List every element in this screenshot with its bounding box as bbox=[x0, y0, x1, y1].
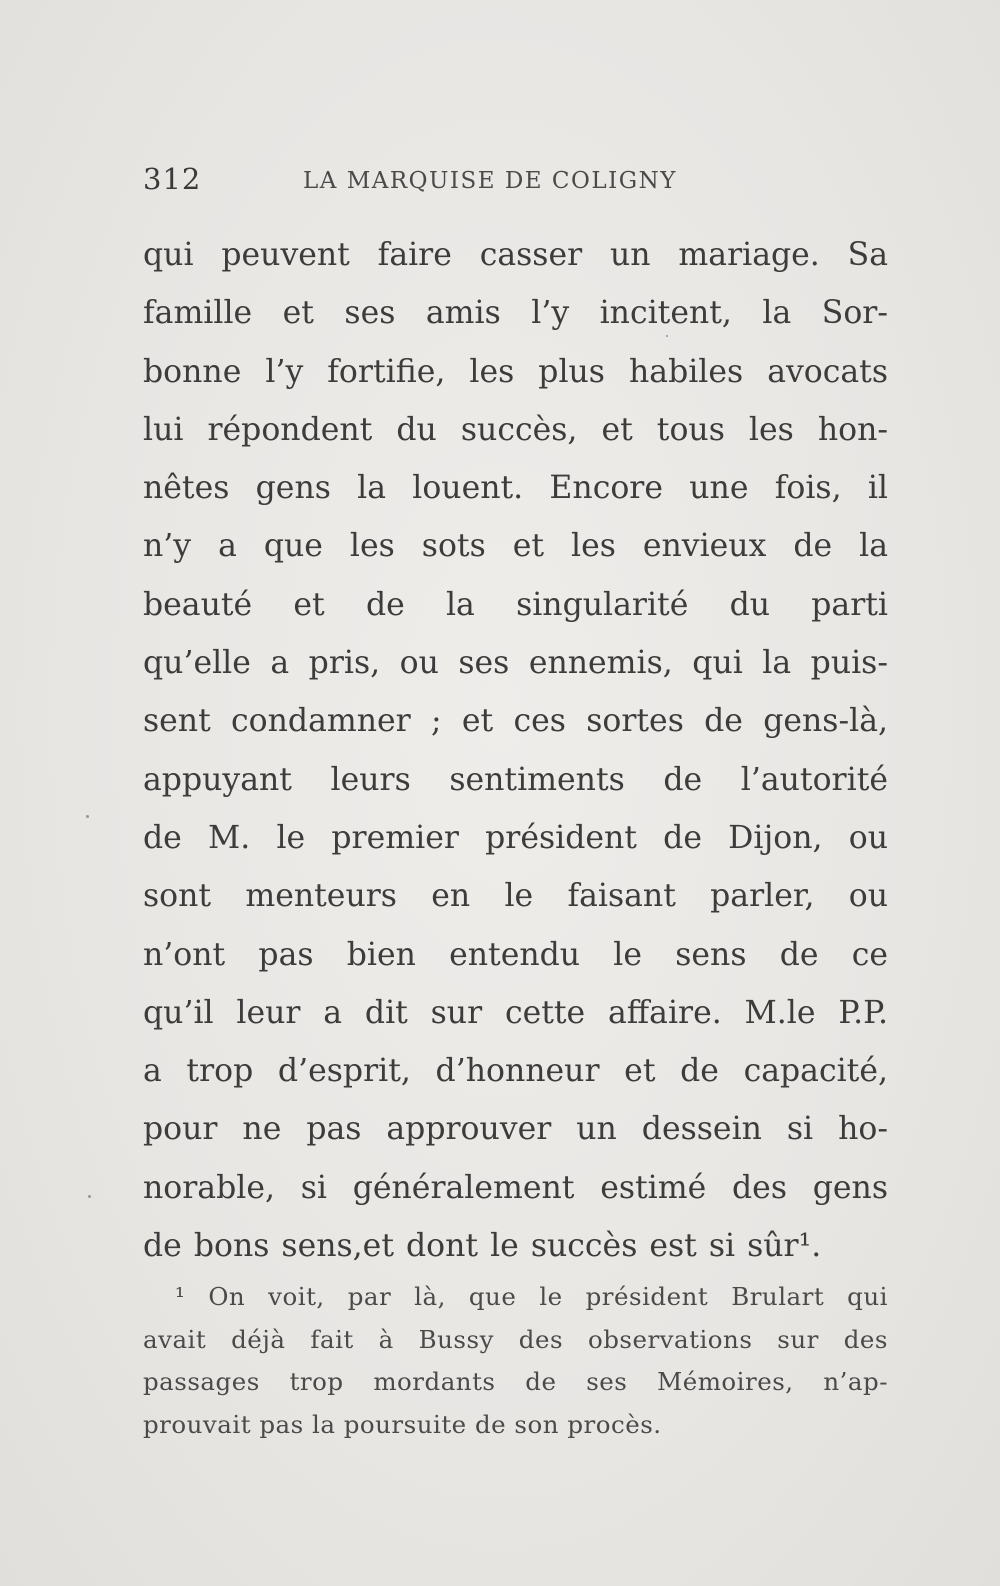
text-line: pour ne pas approuver un dessein si ho- bbox=[143, 1111, 888, 1148]
body-text bbox=[143, 226, 888, 1275]
page-number: 312 bbox=[143, 162, 202, 196]
text-line: bonne l’y fortifie, les plus habiles avocats bbox=[143, 353, 888, 390]
paper-speck bbox=[666, 335, 668, 337]
text-line: n’y a que les sots et les envieux de la bbox=[143, 528, 888, 565]
text-line: appuyant leurs sentiments de l’autorité bbox=[143, 761, 888, 798]
running-title: LA MARQUISE DE COLIGNY bbox=[303, 168, 677, 194]
text-line: qui peuvent faire casser un mariage. Sa bbox=[143, 237, 888, 273]
text-line: a trop d’esprit, d’honneur et de capacité, bbox=[143, 1053, 888, 1090]
text-line: qu’elle a pris, ou ses ennemis, qui la puis- bbox=[143, 645, 888, 682]
text-line: sent condamner ; et ces sortes de gens-là, bbox=[143, 703, 888, 740]
footnote-line: passages trop mordants de ses Mémoires, n’ap- bbox=[143, 1367, 888, 1396]
paper-speck bbox=[88, 1195, 91, 1198]
text-line: sont menteurs en le faisant parler, ou bbox=[143, 878, 888, 915]
text-line: lui répondent du succès, et tous les hon- bbox=[143, 411, 888, 448]
footnote-line: avait déjà fait à Bussy des observations sur des bbox=[143, 1324, 888, 1354]
footnote-line bbox=[143, 1276, 888, 1319]
footnote bbox=[143, 1276, 888, 1446]
text-line: n’ont pas bien entendu le sens de ce bbox=[143, 936, 888, 973]
text-line: nêtes gens la louent. Encore une fois, il bbox=[143, 470, 888, 507]
footnote-line: prouvait pas la poursuite de son procès. bbox=[143, 1409, 662, 1439]
paper-speck bbox=[86, 815, 89, 818]
text-line: famille et ses amis l’y incitent, la Sor- bbox=[143, 295, 888, 332]
footnote-line-text: On voit, par là, que le président Brulart qui bbox=[208, 1282, 888, 1311]
text-line: de M. le premier président de Dijon, ou bbox=[143, 819, 888, 856]
footnote-marker: ¹ bbox=[175, 1282, 186, 1311]
page-header bbox=[143, 162, 723, 202]
text-line: de bons sens,et dont le succès est si sûr¹. bbox=[143, 1228, 822, 1265]
text-line: norable, si généralement estimé des gens bbox=[143, 1169, 888, 1206]
text-line: beauté et de la singularité du parti bbox=[143, 586, 888, 623]
text-line: qu’il leur a dit sur cette affaire. M.le P.P. bbox=[143, 994, 888, 1031]
